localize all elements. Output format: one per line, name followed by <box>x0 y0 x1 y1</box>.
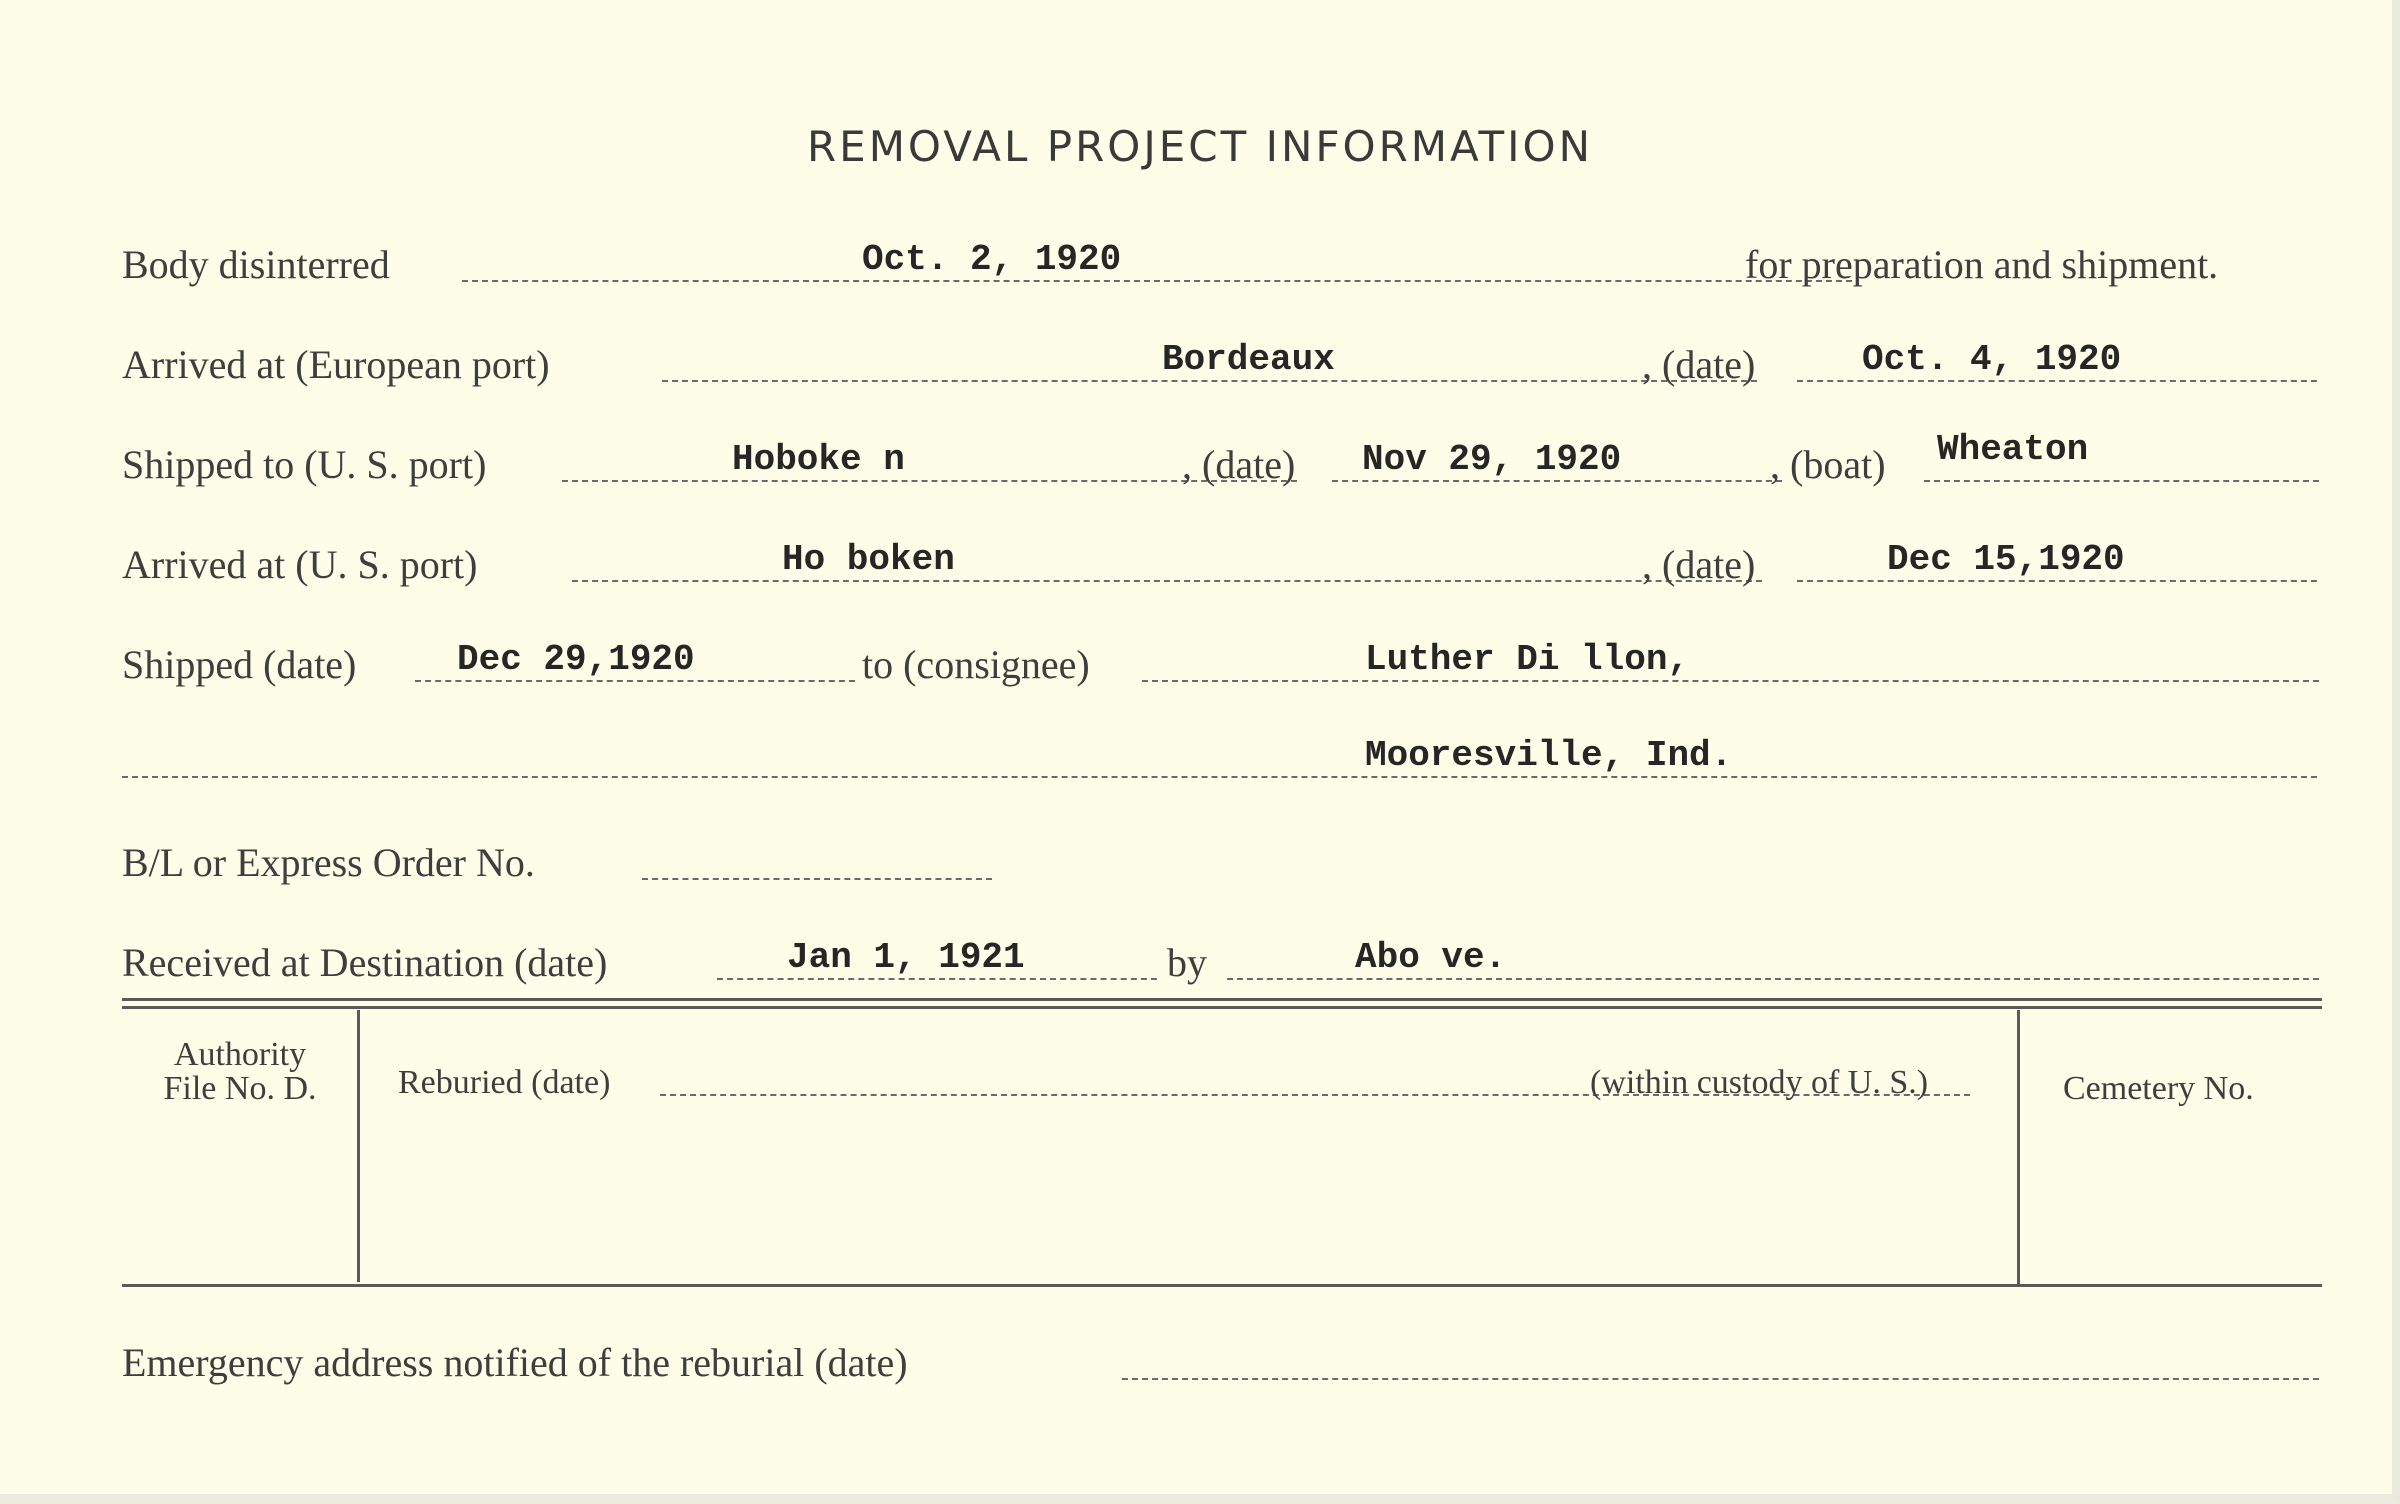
box-bottom-rule <box>122 1284 2322 1287</box>
shipped-to-us-boat: Wheaton <box>1937 429 2089 470</box>
consignee-line1: Luther Di llon, <box>1365 639 1690 680</box>
row-received <box>122 916 2322 986</box>
row-emergency <box>122 1316 2322 1386</box>
consignee-line2: Mooresville, Ind. <box>1365 735 1733 776</box>
file-no-label: File No. D. <box>163 1070 317 1107</box>
arrived-european-port: Bordeaux <box>1162 339 1335 380</box>
shipped-to-us-date-label: , (date) <box>1182 442 1296 487</box>
box-divider-left <box>357 1010 360 1282</box>
arrived-us-date-label: , (date) <box>1642 542 1756 587</box>
body-disinterred-value: Oct. 2, 1920 <box>862 239 1122 280</box>
received-label: Received at Destination (date) <box>122 940 608 985</box>
arrived-us-date: Dec 15,1920 <box>1887 539 2125 580</box>
received-date: Jan 1, 1921 <box>787 937 1025 978</box>
shipped-to-us-boat-line <box>1924 480 2319 482</box>
arrived-european-date: Oct. 4, 1920 <box>1862 339 2122 380</box>
row-shipped <box>122 618 2322 688</box>
body-disinterred-label: Body disinterred <box>122 242 390 287</box>
arrived-us-port-line <box>572 580 1762 582</box>
authority-block <box>130 1038 350 1106</box>
received-date-line <box>717 978 1157 980</box>
body-disinterred-line <box>462 280 1852 282</box>
consignee-cont-line <box>122 776 2317 778</box>
row-consignee-cont <box>122 714 2322 784</box>
bl-order-line <box>642 878 992 880</box>
box-top-rule <box>122 998 2322 1001</box>
row-arrived-european <box>122 318 2322 388</box>
box-divider-right <box>2017 1010 2020 1285</box>
row-reburied <box>398 1042 1998 1102</box>
arrived-european-date-label: , (date) <box>1642 342 1756 387</box>
row-shipped-to-us <box>122 418 2322 488</box>
arrived-european-label: Arrived at (European port) <box>122 342 550 387</box>
arrived-european-port-line <box>662 380 1757 382</box>
reburied-label: Reburied (date) <box>398 1064 611 1101</box>
body-disinterred-suffix: for preparation and shipment. <box>1745 242 2219 287</box>
shipped-to-us-port: Hoboke n <box>732 439 905 480</box>
shipped-date-label: Shipped (date) <box>122 642 357 687</box>
shipped-to-us-boat-label: , (boat) <box>1770 442 1886 487</box>
emergency-line <box>1122 1378 2319 1380</box>
bl-order-label: B/L or Express Order No. <box>122 840 535 885</box>
row-arrived-us <box>122 518 2322 588</box>
row-bl-order <box>122 816 2322 886</box>
shipped-to-us-label: Shipped to (U. S. port) <box>122 442 487 487</box>
shipped-to-us-date-line <box>1332 480 1782 482</box>
received-by-line <box>1227 978 2319 980</box>
box-top-rule-2 <box>122 1006 2322 1009</box>
received-by: Abo ve. <box>1355 937 1507 978</box>
arrived-us-port: Ho boken <box>782 539 955 580</box>
row-body-disinterred <box>122 218 2322 288</box>
consignee-label: to (consignee) <box>862 642 1090 687</box>
consignee-line <box>1142 680 2319 682</box>
shipped-date-line <box>415 680 855 682</box>
cemetery-no-label: Cemetery No. <box>2063 1070 2254 1107</box>
received-by-label: by <box>1167 940 1207 985</box>
shipped-to-us-date: Nov 29, 1920 <box>1362 439 1622 480</box>
arrived-european-date-line <box>1797 380 2317 382</box>
arrived-us-date-line <box>1797 580 2317 582</box>
emergency-label: Emergency address notified of the reburial (date) <box>122 1340 908 1385</box>
custody-label: (within custody of U. S.) <box>1590 1064 1929 1101</box>
shipped-date: Dec 29,1920 <box>457 639 695 680</box>
authority-label: Authority <box>173 1036 307 1073</box>
arrived-us-label: Arrived at (U. S. port) <box>122 542 478 587</box>
card-title: REMOVAL PROJECT INFORMATION <box>806 122 1594 171</box>
